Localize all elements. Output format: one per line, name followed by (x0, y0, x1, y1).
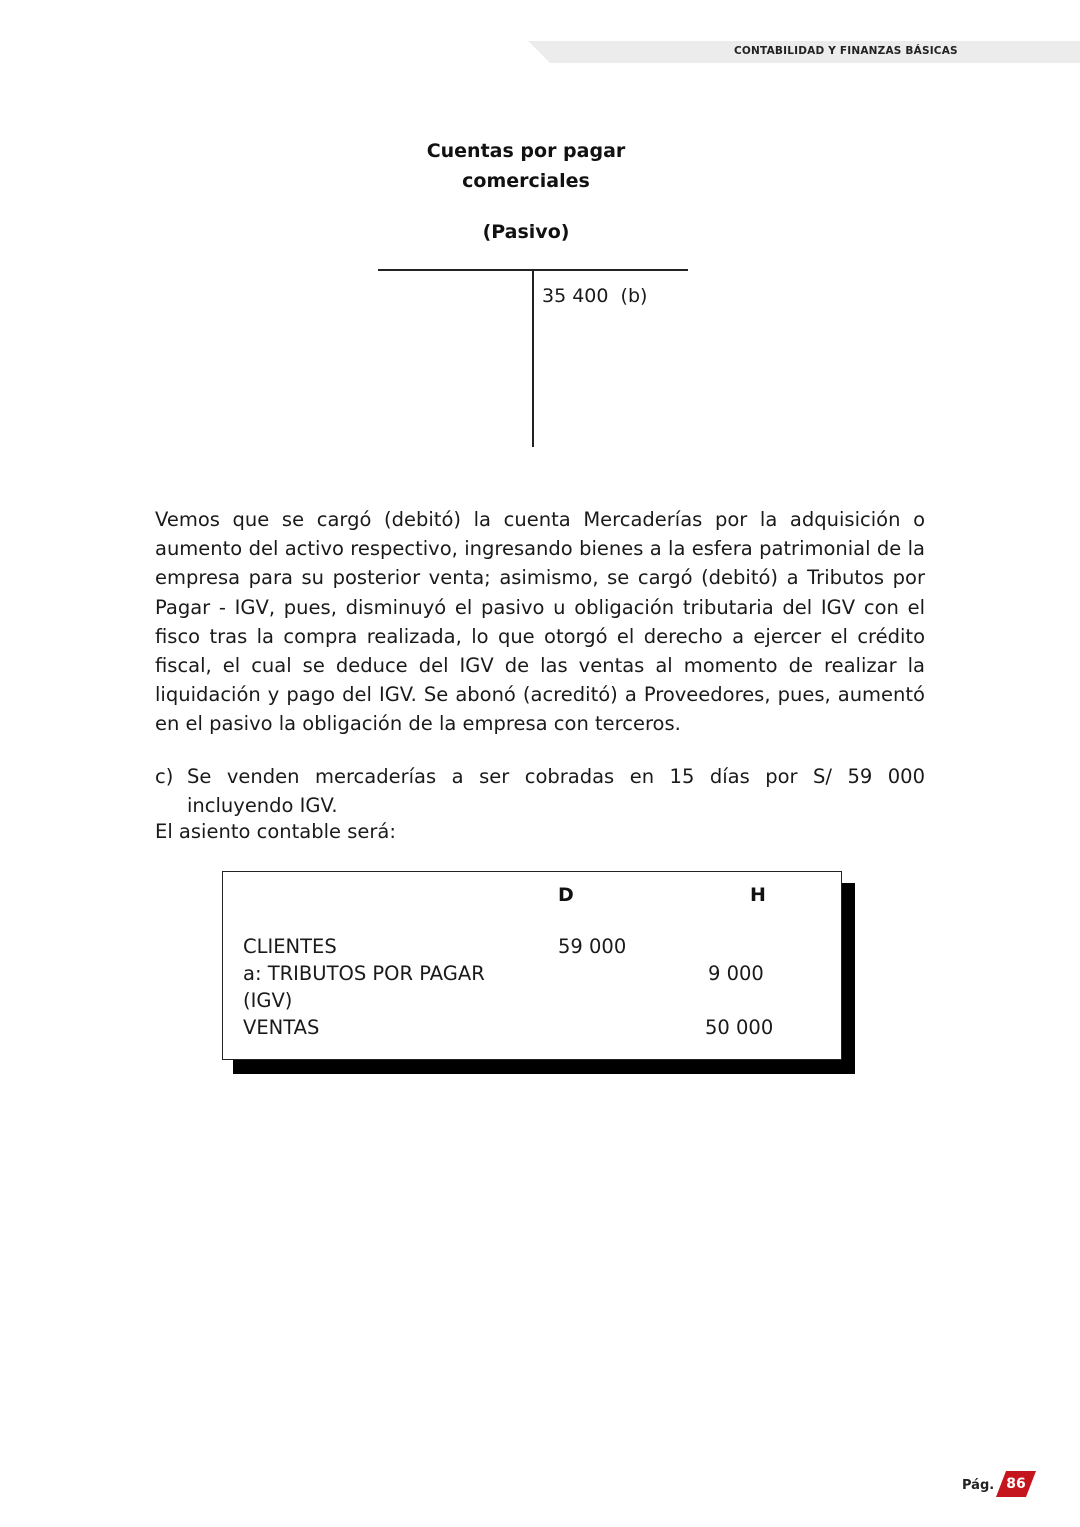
page-label: Pág. (962, 1478, 995, 1493)
credit-column-header: H (750, 884, 766, 906)
page-number: 86 (1006, 1476, 1026, 1492)
debit-column-header: D (558, 884, 574, 906)
t-account-vertical-line (532, 269, 534, 447)
entry-account: VENTAS (243, 1016, 320, 1039)
entry-intro-text: El asiento contable será: (155, 820, 396, 843)
running-header-title: CONTABILIDAD Y FINANZAS BÁSICAS (734, 45, 958, 57)
t-account-credit-entry: 35 400 (b) (542, 285, 648, 307)
entry-account: CLIENTES (243, 935, 337, 958)
entry-credit-amount: 9 000 (708, 962, 764, 985)
entry-account: a: TRIBUTOS POR PAGAR (243, 962, 485, 985)
list-marker: c) (155, 765, 174, 788)
entry-credit-amount: 50 000 (705, 1016, 774, 1039)
t-account-title-line2: comerciales (462, 170, 590, 192)
list-item-text: Se venden mercaderías a ser cobradas en 15 días por S/ 59 000 incluyendo IGV. (187, 765, 925, 817)
entry-debit-amount: 59 000 (558, 935, 627, 958)
t-account-subtitle: (Pasivo) (482, 221, 570, 243)
entry-account: (IGV) (243, 989, 293, 1012)
explanation-paragraph: Vemos que se cargó (debitó) la cuenta Mercaderías por la adquisición o aumento del activo respectivo, ingresando bienes a la esfera patrimonial de la empresa para su posterior venta; asimismo, se cargó (debitó) a Tributos por Pagar - IGV, pues, disminuyó el pasivo u obligación tributaria del IGV con el fisco tras la compra realizada, lo que otorgó el derecho a ejercer el crédito fiscal, el cual se deduce del IGV de las ventas al momento de realizar la liquidación y pago del IGV. Se abonó (acreditó) a Proveedores, pues, aumentó en el pasivo la obligación de la empresa con terceros. (155, 508, 925, 736)
journal-entry-box (222, 871, 842, 1060)
list-item-c (155, 762, 925, 820)
t-account-title-line1: Cuentas por pagar (426, 140, 626, 162)
